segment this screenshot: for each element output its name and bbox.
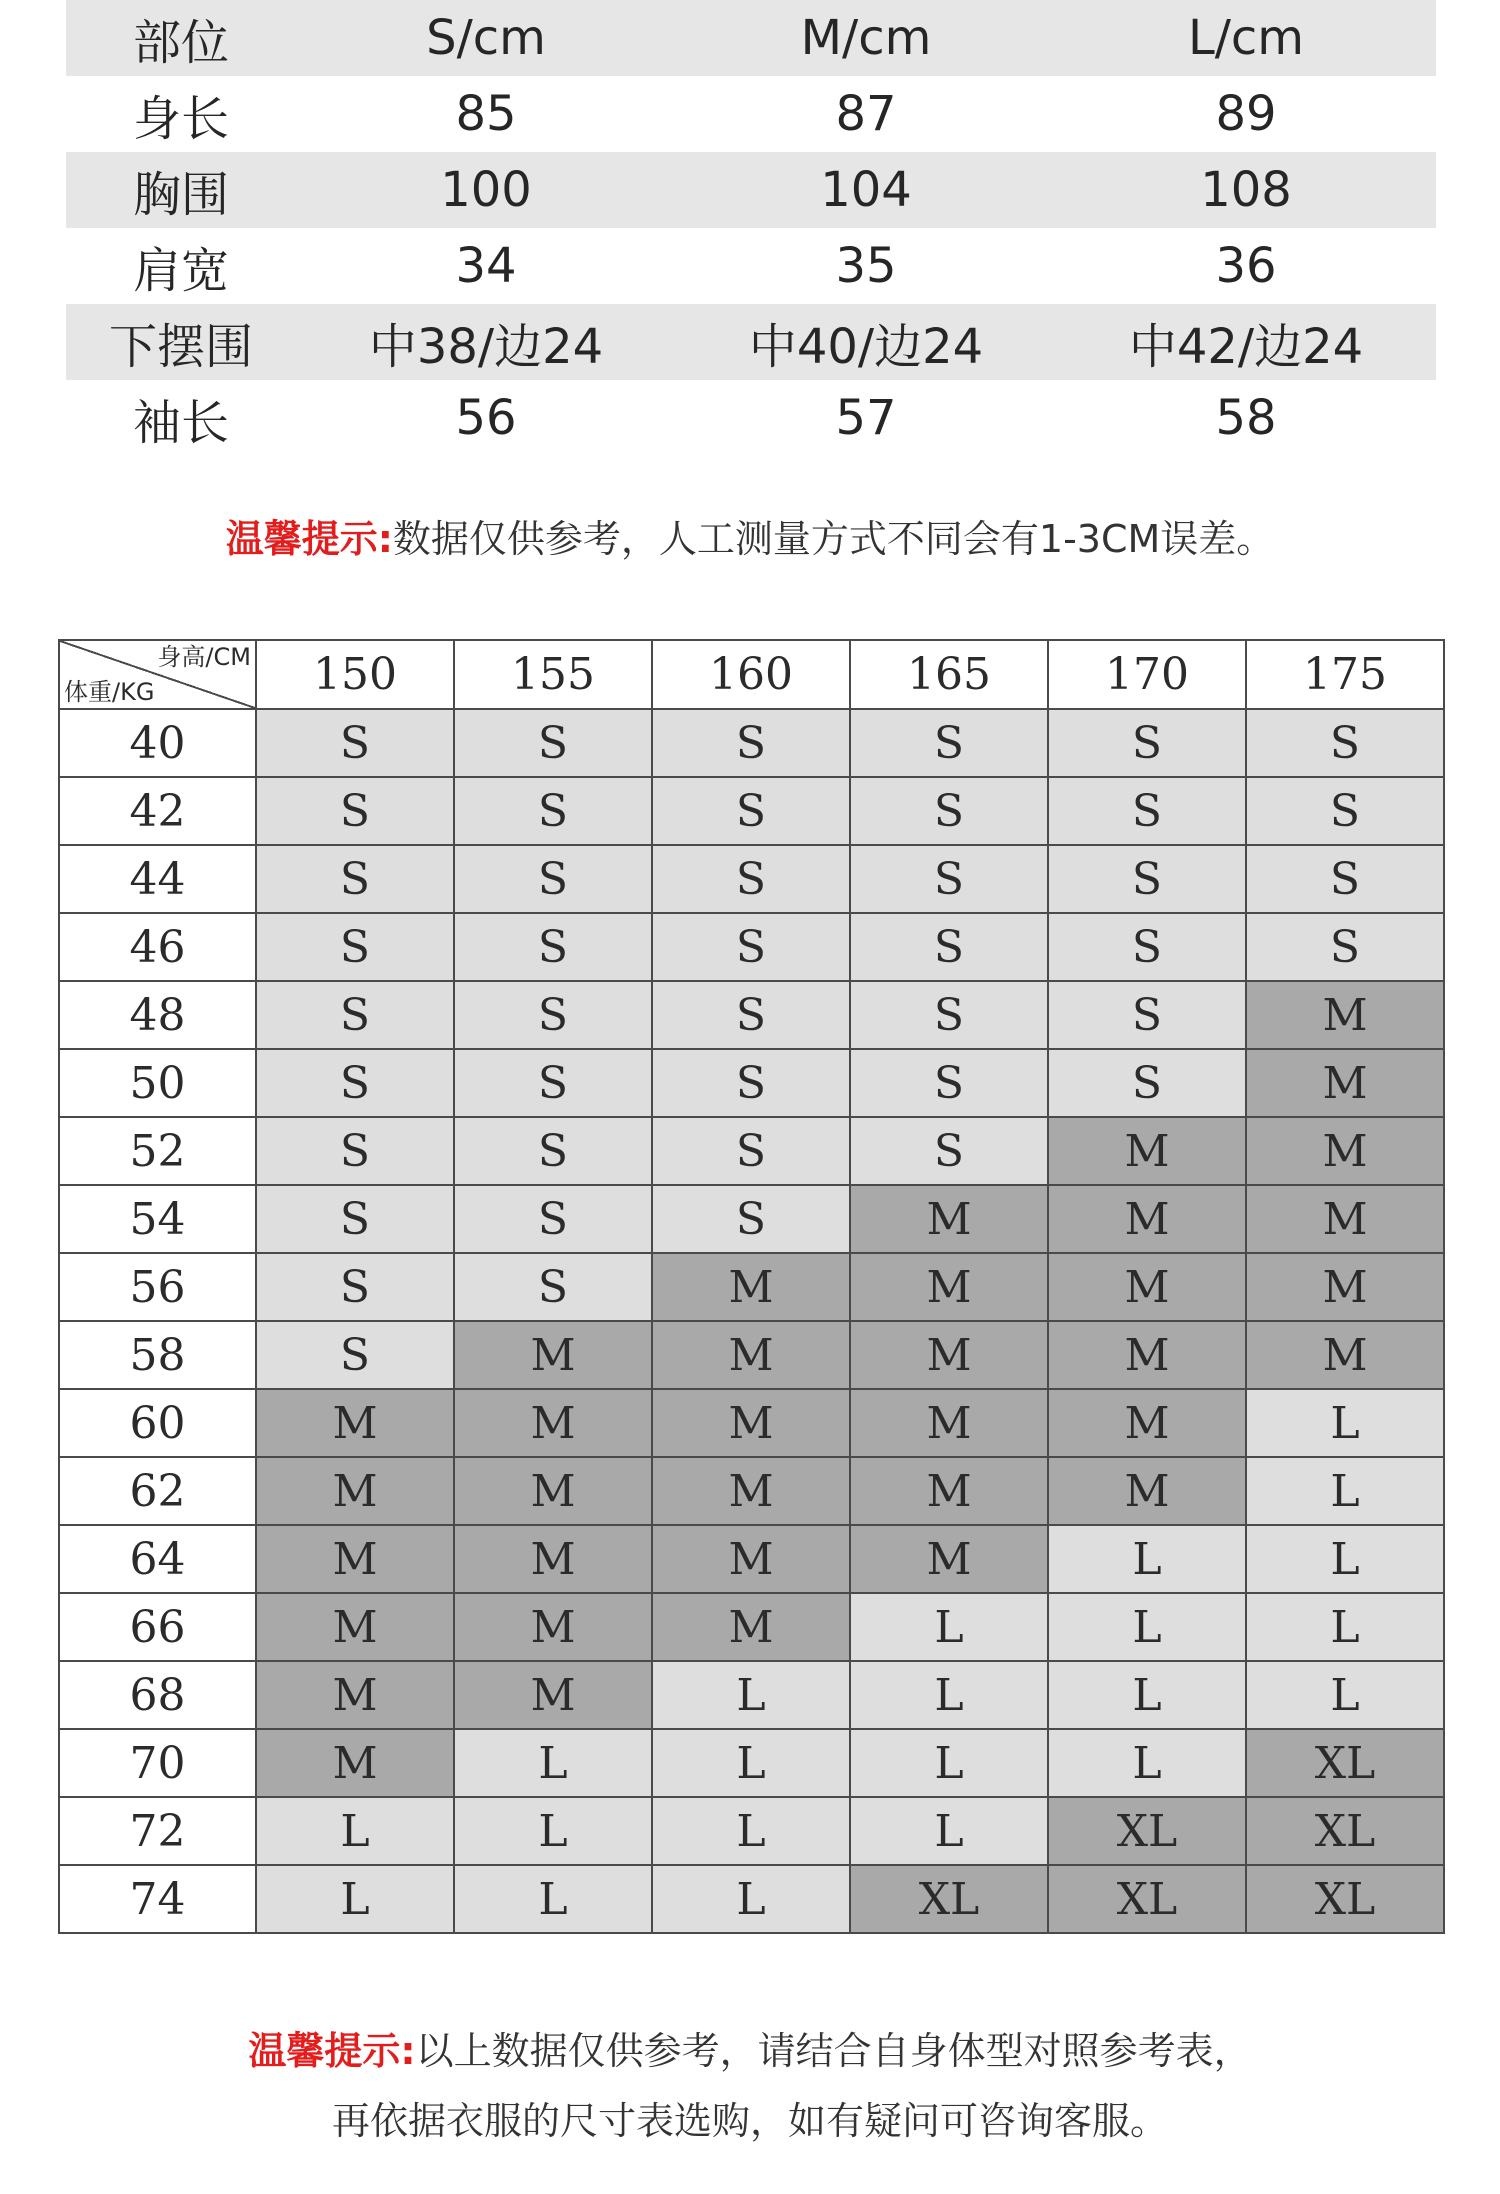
size-chart-row — [59, 1185, 1444, 1253]
size-cell: M — [1048, 1457, 1246, 1525]
size-cell: S — [850, 1049, 1048, 1117]
size-cell: M — [1048, 1389, 1246, 1457]
size-cell: M — [454, 1321, 652, 1389]
header-size-s: S/cm — [296, 0, 676, 76]
size-cell: M — [652, 1253, 850, 1321]
size-cell: S — [652, 981, 850, 1049]
size-cell: S — [454, 845, 652, 913]
cell-value: 中42/边24 — [1056, 304, 1436, 380]
weight-cell: 60 — [59, 1389, 256, 1457]
size-cell: S — [652, 1185, 850, 1253]
size-cell: S — [652, 709, 850, 777]
size-cell: M — [1048, 1117, 1246, 1185]
size-cell: L — [652, 1661, 850, 1729]
weight-cell: 62 — [59, 1457, 256, 1525]
cell-value: 87 — [835, 86, 897, 142]
height-header: 170 — [1048, 640, 1246, 709]
size-cell: M — [256, 1389, 454, 1457]
size-chart-row — [59, 1593, 1444, 1661]
size-cell: M — [454, 1457, 652, 1525]
size-cell: M — [850, 1389, 1048, 1457]
tip-text-line-2: 再依据衣服的尺寸表选购，如有疑问可咨询客服。 — [331, 2099, 1168, 2143]
size-cell: M — [850, 1321, 1048, 1389]
size-cell: S — [652, 1117, 850, 1185]
size-cell: M — [1246, 1117, 1444, 1185]
weight-cell: 48 — [59, 981, 256, 1049]
row-label: 胸围 — [66, 152, 296, 228]
corner-height-label: 身高/CM — [157, 643, 251, 671]
weight-cell: 44 — [59, 845, 256, 913]
size-cell: L — [1048, 1525, 1246, 1593]
size-cell: L — [1246, 1457, 1444, 1525]
size-chart-header-row — [59, 640, 1444, 709]
height-header: 175 — [1246, 640, 1444, 709]
size-cell: S — [1246, 913, 1444, 981]
size-cell: XL — [1246, 1797, 1444, 1865]
size-cell: S — [1048, 709, 1246, 777]
size-chart-row — [59, 709, 1444, 777]
header-size-l: L/cm — [1056, 0, 1436, 76]
measurement-row-shoulder — [66, 228, 1436, 304]
size-cell: M — [1246, 1253, 1444, 1321]
size-cell: L — [1048, 1661, 1246, 1729]
size-cell: S — [256, 845, 454, 913]
size-cell: L — [850, 1729, 1048, 1797]
height-header: 150 — [256, 640, 454, 709]
size-cell: S — [652, 913, 850, 981]
cell-value: 108 — [1056, 152, 1436, 228]
size-chart-row — [59, 1117, 1444, 1185]
size-cell: S — [256, 1253, 454, 1321]
size-cell: M — [652, 1457, 850, 1525]
size-chart-row — [59, 1049, 1444, 1117]
size-cell: M — [256, 1525, 454, 1593]
size-cell: M — [652, 1593, 850, 1661]
weight-cell: 56 — [59, 1253, 256, 1321]
size-cell: M — [1246, 1321, 1444, 1389]
size-cell: S — [454, 709, 652, 777]
cell-value: 89 — [1215, 86, 1277, 142]
size-cell: S — [850, 709, 1048, 777]
cell-value: 中40/边24 — [676, 304, 1056, 380]
cell-value: 85 — [455, 86, 517, 142]
size-cell: M — [454, 1593, 652, 1661]
size-cell: S — [256, 709, 454, 777]
weight-cell: 54 — [59, 1185, 256, 1253]
size-cell: M — [1048, 1185, 1246, 1253]
size-cell: S — [1048, 913, 1246, 981]
size-cell: M — [850, 1457, 1048, 1525]
size-cell: L — [1048, 1593, 1246, 1661]
size-cell: L — [256, 1865, 454, 1933]
size-chart-body — [59, 709, 1444, 1933]
size-cell: S — [1048, 1049, 1246, 1117]
size-chart-row — [59, 1525, 1444, 1593]
size-cell: L — [1246, 1525, 1444, 1593]
measurement-row-length — [66, 76, 1436, 152]
size-cell: XL — [1048, 1797, 1246, 1865]
size-cell: S — [850, 777, 1048, 845]
size-cell: L — [850, 1593, 1048, 1661]
size-cell: S — [652, 845, 850, 913]
size-cell: M — [256, 1661, 454, 1729]
size-cell: M — [256, 1729, 454, 1797]
weight-cell: 50 — [59, 1049, 256, 1117]
size-cell: L — [1246, 1661, 1444, 1729]
size-cell: L — [1246, 1593, 1444, 1661]
size-cell: L — [652, 1729, 850, 1797]
weight-cell: 40 — [59, 709, 256, 777]
measurement-row-sleeve — [66, 380, 1436, 456]
size-cell: S — [850, 845, 1048, 913]
size-cell: M — [454, 1525, 652, 1593]
size-cell: S — [652, 1049, 850, 1117]
weight-cell: 70 — [59, 1729, 256, 1797]
size-chart-row — [59, 1865, 1444, 1933]
cell-value: 34 — [455, 238, 517, 294]
weight-cell: 66 — [59, 1593, 256, 1661]
weight-cell: 58 — [59, 1321, 256, 1389]
size-cell: S — [256, 1117, 454, 1185]
size-cell: S — [850, 1117, 1048, 1185]
header-part: 部位 — [66, 0, 296, 76]
row-label: 肩宽 — [132, 242, 229, 299]
size-chart-row — [59, 1797, 1444, 1865]
size-cell: L — [652, 1797, 850, 1865]
size-chart-table — [58, 639, 1445, 1934]
size-chart-row — [59, 913, 1444, 981]
tip-text: 数据仅供参考，人工测量方式不同会有1-3CM误差。 — [392, 517, 1275, 561]
size-cell: XL — [1246, 1729, 1444, 1797]
size-chart-row — [59, 1457, 1444, 1525]
size-chart-row — [59, 1253, 1444, 1321]
cell-value: 35 — [835, 238, 897, 294]
size-cell: L — [256, 1797, 454, 1865]
cell-value: 56 — [455, 390, 517, 446]
size-cell: M — [1048, 1253, 1246, 1321]
size-cell: S — [256, 1185, 454, 1253]
size-cell: M — [1246, 1185, 1444, 1253]
size-chart-row — [59, 1661, 1444, 1729]
size-cell: S — [1048, 981, 1246, 1049]
size-cell: M — [652, 1321, 850, 1389]
size-cell: S — [256, 777, 454, 845]
measurement-table — [66, 0, 1436, 456]
size-cell: L — [454, 1865, 652, 1933]
size-cell: XL — [1246, 1865, 1444, 1933]
weight-cell: 74 — [59, 1865, 256, 1933]
size-chart-row — [59, 777, 1444, 845]
size-chart-row — [59, 1321, 1444, 1389]
size-cell: M — [850, 1525, 1048, 1593]
size-cell: S — [454, 913, 652, 981]
cell-value: 57 — [835, 390, 897, 446]
size-cell: L — [850, 1797, 1048, 1865]
cell-value: 58 — [1215, 390, 1277, 446]
weight-cell: 52 — [59, 1117, 256, 1185]
row-label: 下摆围 — [66, 304, 296, 380]
tip-label: 温馨提示: — [225, 517, 393, 561]
height-header: 155 — [454, 640, 652, 709]
cell-value: 104 — [676, 152, 1056, 228]
height-header: 165 — [850, 640, 1048, 709]
size-cell: L — [1246, 1389, 1444, 1457]
size-cell: M — [652, 1389, 850, 1457]
height-header: 160 — [652, 640, 850, 709]
measurement-tip — [0, 508, 1500, 563]
weight-cell: 46 — [59, 913, 256, 981]
size-chart-row — [59, 845, 1444, 913]
size-cell: M — [454, 1661, 652, 1729]
size-cell: S — [850, 913, 1048, 981]
weight-cell: 42 — [59, 777, 256, 845]
size-cell: S — [454, 777, 652, 845]
size-chart-corner — [59, 640, 256, 709]
size-cell: S — [454, 1117, 652, 1185]
size-cell: L — [454, 1797, 652, 1865]
size-cell: XL — [1048, 1865, 1246, 1933]
size-chart-row — [59, 981, 1444, 1049]
size-cell: S — [1048, 777, 1246, 845]
weight-cell: 72 — [59, 1797, 256, 1865]
cell-value: 100 — [296, 152, 676, 228]
size-chart-row — [59, 1729, 1444, 1797]
size-cell: M — [1246, 1049, 1444, 1117]
size-chart-row — [59, 1389, 1444, 1457]
size-cell: M — [256, 1593, 454, 1661]
size-cell: S — [850, 981, 1048, 1049]
size-cell: S — [454, 1049, 652, 1117]
size-tip-line-2 — [0, 2090, 1500, 2145]
size-cell: S — [454, 1185, 652, 1253]
size-cell: L — [1048, 1729, 1246, 1797]
size-cell: S — [256, 1321, 454, 1389]
row-label: 袖长 — [132, 394, 229, 451]
size-tip-line-1 — [0, 2020, 1500, 2075]
size-cell: M — [1246, 981, 1444, 1049]
size-cell: S — [652, 777, 850, 845]
size-cell: S — [256, 913, 454, 981]
weight-cell: 68 — [59, 1661, 256, 1729]
corner-weight-label: 体重/KG — [64, 678, 155, 706]
size-cell: S — [454, 1253, 652, 1321]
size-cell: S — [1246, 709, 1444, 777]
size-cell: M — [1048, 1321, 1246, 1389]
measurement-row-hem — [66, 304, 1436, 380]
size-cell: L — [652, 1865, 850, 1933]
size-cell: S — [1246, 845, 1444, 913]
size-cell: M — [850, 1253, 1048, 1321]
size-cell: S — [1246, 777, 1444, 845]
row-label: 身长 — [132, 90, 229, 147]
tip-text-line-1: 以上数据仅供参考，请结合自身体型对照参考表， — [415, 2029, 1252, 2073]
cell-value: 中38/边24 — [296, 304, 676, 380]
size-cell: M — [454, 1389, 652, 1457]
size-cell: XL — [850, 1865, 1048, 1933]
size-cell: M — [850, 1185, 1048, 1253]
header-size-m: M/cm — [676, 0, 1056, 76]
size-cell: L — [454, 1729, 652, 1797]
tip-label: 温馨提示: — [248, 2029, 416, 2073]
cell-value: 36 — [1215, 238, 1277, 294]
weight-cell: 64 — [59, 1525, 256, 1593]
size-cell: S — [454, 981, 652, 1049]
size-cell: M — [652, 1525, 850, 1593]
size-cell: S — [1048, 845, 1246, 913]
size-cell: S — [256, 1049, 454, 1117]
size-cell: L — [850, 1661, 1048, 1729]
size-cell: S — [256, 981, 454, 1049]
measurement-header-row — [66, 0, 1436, 76]
measurement-row-chest — [66, 152, 1436, 228]
size-cell: M — [256, 1457, 454, 1525]
